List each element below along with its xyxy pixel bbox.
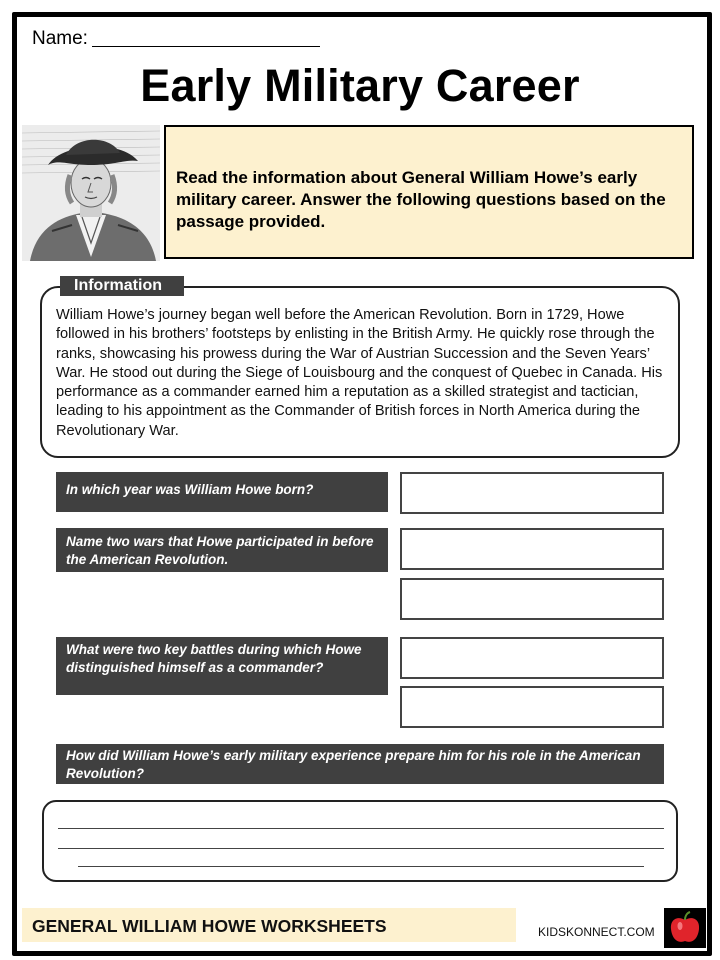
writing-line	[58, 828, 664, 829]
name-label: Name:	[32, 28, 88, 49]
written-answer-box[interactable]	[42, 800, 678, 882]
question-2: Name two wars that Howe participated in before the American Revolution.	[56, 528, 388, 572]
instructions-text: Read the information about General William Howe’s early military career. Answer the following questions based on the passage provided.	[176, 168, 666, 231]
name-input-line[interactable]	[92, 46, 320, 47]
question-3: What were two key battles during which Howe distinguished himself as a commander?	[56, 637, 388, 695]
logo-box	[664, 908, 706, 948]
information-box	[40, 286, 680, 458]
writing-line	[58, 848, 664, 849]
information-label: Information	[60, 276, 184, 296]
footer-site: KIDSKONNECT.COM	[538, 925, 655, 939]
answer-box-3a[interactable]	[400, 637, 664, 679]
portrait-image	[22, 125, 160, 261]
footer-band	[22, 908, 516, 942]
portrait-of-william-howe-icon	[22, 125, 160, 261]
page-title: Early Military Career	[140, 60, 580, 111]
apple-icon	[664, 908, 706, 948]
answer-box-2b[interactable]	[400, 578, 664, 620]
answer-box-1[interactable]	[400, 472, 664, 514]
writing-line	[78, 866, 644, 867]
information-text: William Howe’s journey began well before the American Revolution. Born in 1729, Howe followed in his brothers’ footsteps by enlisting in the British Army. He quickly rose through the ranks, showcasing his prowess during the War of Austrian Succession and the Seven Years’ War. He stood out during the Siege of Louisbourg and the conquest of Quebec in Canada. His performance as a commander earned him a reputation as a skilled strategist and tactician, leading to his appointment as the Commander of British forces in North America during the Revolutionary War.	[56, 307, 663, 439]
question-1: In which year was William Howe born?	[56, 472, 388, 512]
answer-box-3b[interactable]	[400, 686, 664, 728]
instructions-box	[164, 125, 694, 259]
footer-title: GENERAL WILLIAM HOWE WORKSHEETS	[32, 916, 387, 936]
question-4: How did William Howe’s early military experience prepare him for his role in the American Revolution?	[56, 744, 664, 784]
answer-box-2a[interactable]	[400, 528, 664, 570]
